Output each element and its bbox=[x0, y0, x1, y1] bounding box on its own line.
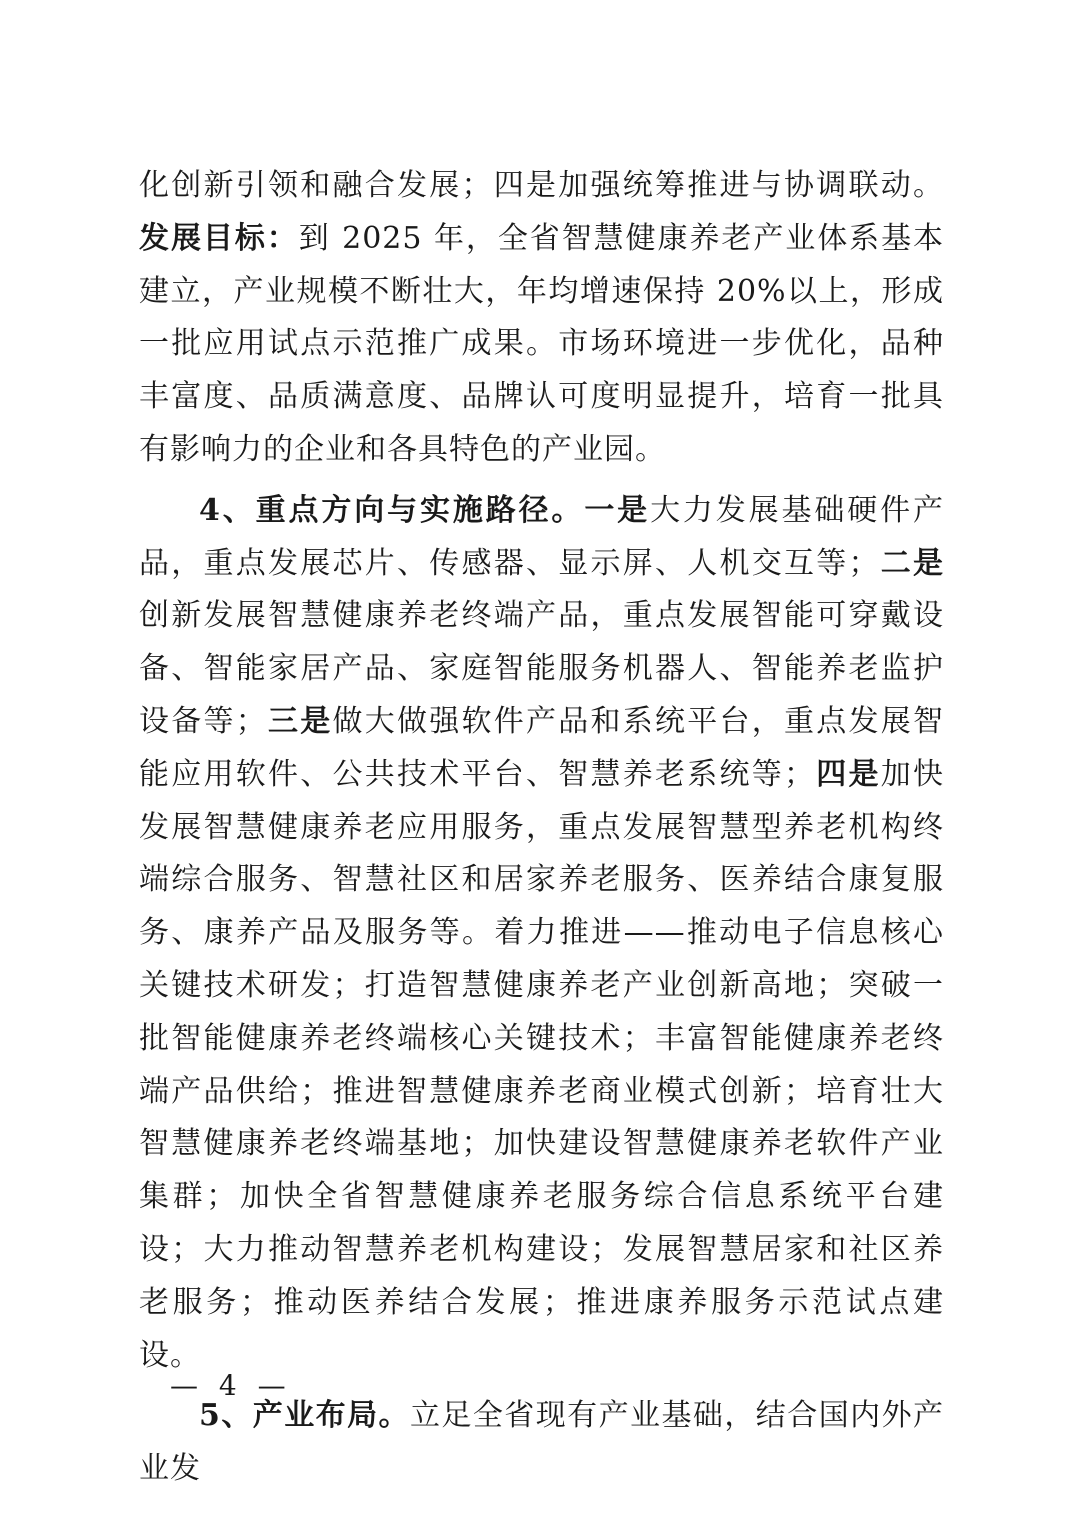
section-heading-4: 4、重点方向与实施路径。 bbox=[199, 492, 585, 528]
heading-development-goals: 发展目标： bbox=[139, 220, 299, 256]
body-text bbox=[139, 160, 944, 1496]
paragraph-development-goals bbox=[139, 160, 944, 477]
text-run: 化创新引领和融合发展；四是加强统筹推进与协调联动。 bbox=[139, 168, 944, 203]
paragraph-key-directions bbox=[139, 485, 944, 1383]
point-label-4: 四是 bbox=[815, 756, 881, 792]
section-heading-5: 5、产业布局。 bbox=[199, 1398, 410, 1434]
point-label-2: 二是 bbox=[879, 545, 944, 581]
paragraph-industry-layout bbox=[139, 1390, 944, 1496]
page-number: — 4 — bbox=[170, 1369, 292, 1402]
text-run: 加快发展智慧健康养老应用服务，重点发展智慧型养老机构终端综合服务、智慧社区和居家养老服务、医养结合康复服务、康养产品及服务等。着力推进——推动电子信息核心关键技术研发；打造智慧健康养老产业创新高地；突破一批智能健康养老终端核心关键技术；丰富智能健康养老终端产品供给；推进智慧健康养老商业模式创新；培育壮大智慧健康养老终端基地；加快建设智慧健康养老软件产业集群；加快全省智慧健康养老服务综合信息系统平台建设；大力推动智慧养老机构建设；发展智慧居家和社区养老服务；推动医养结合发展；推进康养服务示范试点建设。 bbox=[139, 756, 944, 1373]
point-label-3: 三是 bbox=[266, 703, 333, 739]
point-label-1: 一是 bbox=[584, 492, 651, 528]
text-run: 到 2025 年，全省智慧健康养老产业体系基本建立，产业规模不断壮大，年均增速保持 20%以上，形成一批应用试点示范推广成果。市场环境进一步优化，品种丰富度、品质满意度、品牌认可度明显提升，培育一批具有影响力的企业和各具特色的产业园。 bbox=[139, 220, 945, 467]
text-run: 大力发展基础硬件产品，重点发展芯片、传感器、显示屏、人机交互等； bbox=[139, 492, 945, 581]
text-run: 创新发展智慧健康养老终端产品，重点发展智能可穿戴设备、智能家居产品、家庭智能服务机器人、智能养老监护设备等； bbox=[139, 598, 944, 739]
text-run: 做大做强软件产品和系统平台，重点发展智能应用软件、公共技术平台、智慧养老系统等； bbox=[139, 703, 944, 792]
text-run: 立足全省现有产业基础，结合国内外产业发 bbox=[139, 1398, 945, 1487]
